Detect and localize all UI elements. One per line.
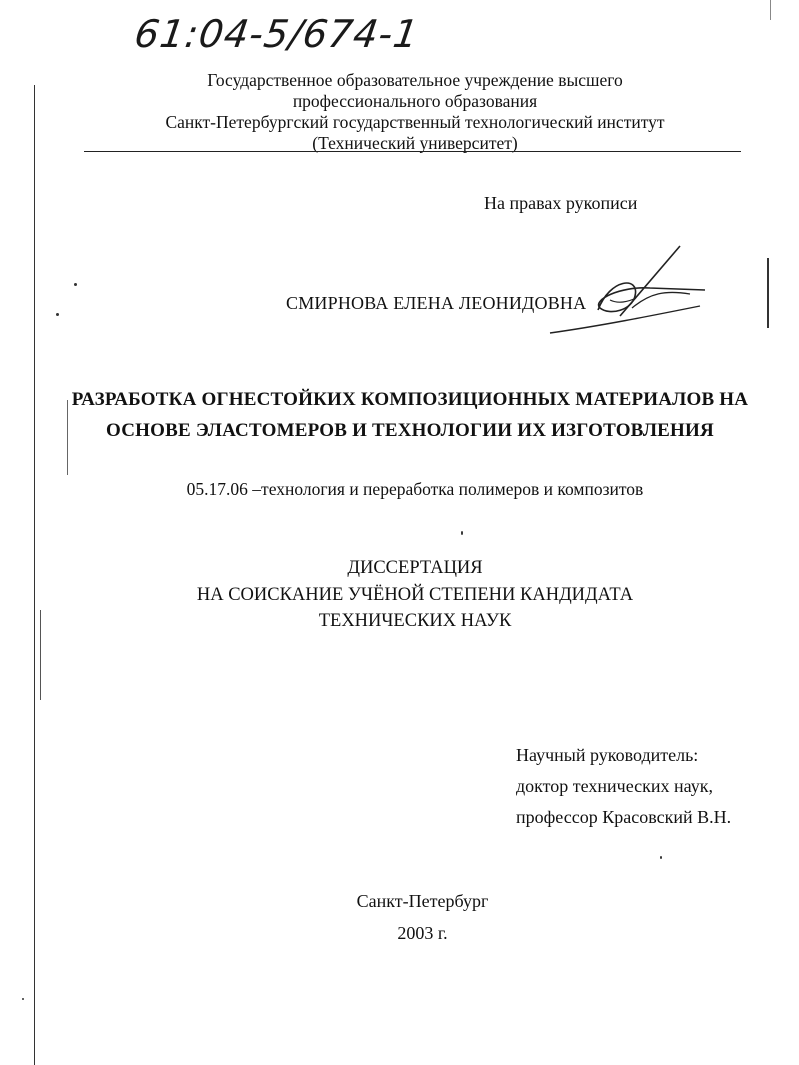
manuscript-rights: На правах рукописи — [484, 193, 638, 213]
scan-artifact-dot — [56, 313, 59, 316]
city: Санкт-Петербург — [356, 891, 489, 911]
scan-artifact-line — [770, 0, 771, 20]
dissertation-type — [0, 555, 799, 635]
dissertation-title — [60, 384, 760, 446]
scan-artifact-line — [67, 400, 68, 475]
supervisor-line: Научный руководитель: — [516, 745, 699, 765]
supervisor-line: профессор Красовский В.Н. — [516, 807, 732, 827]
scan-artifact-dot — [22, 998, 24, 1000]
scan-artifact-line — [40, 610, 41, 700]
title-line: РАЗРАБОТКА ОГНЕСТОЙКИХ КОМПОЗИЦИОННЫХ МАТЕРИАЛОВ НА — [71, 389, 749, 410]
dissertation-line: ТЕХНИЧЕСКИХ НАУК — [318, 611, 512, 631]
year: 2003 г. — [397, 923, 448, 943]
supervisor-line: доктор технических наук, — [516, 776, 713, 796]
scan-artifact-dot — [461, 531, 463, 535]
specialty-code: 05.17.06 –технология и переработка полимеров и композитов — [186, 479, 644, 499]
institution-line: профессионального образования — [292, 91, 538, 111]
author-name: СМИРНОВА ЕЛЕНА ЛЕОНИДОВНА — [286, 293, 587, 313]
supervisor-block — [516, 740, 731, 833]
title-line: ОСНОВЕ ЭЛАСТОМЕРОВ И ТЕХНОЛОГИИ ИХ ИЗГОТОВЛЕНИЯ — [106, 420, 714, 441]
scan-artifact-line — [767, 258, 769, 328]
institution-line: (Технический университет) — [312, 133, 518, 153]
dissertation-line: ДИССЕРТАЦИЯ — [347, 558, 483, 578]
institution-line: Санкт-Петербургский государственный технологический институт — [165, 112, 665, 132]
catalog-number: 61:04-5/674-1 — [131, 12, 422, 56]
scan-artifact-line — [34, 85, 35, 1065]
scan-artifact-dot — [660, 856, 662, 859]
header-divider — [84, 151, 741, 152]
signature-icon — [540, 238, 710, 343]
institution-header — [0, 70, 799, 154]
institution-line: Государственное образовательное учреждение высшего — [207, 70, 623, 90]
scan-artifact-dot — [74, 283, 77, 286]
dissertation-line: НА СОИСКАНИЕ УЧЁНОЙ СТЕПЕНИ КАНДИДАТА — [196, 584, 634, 605]
